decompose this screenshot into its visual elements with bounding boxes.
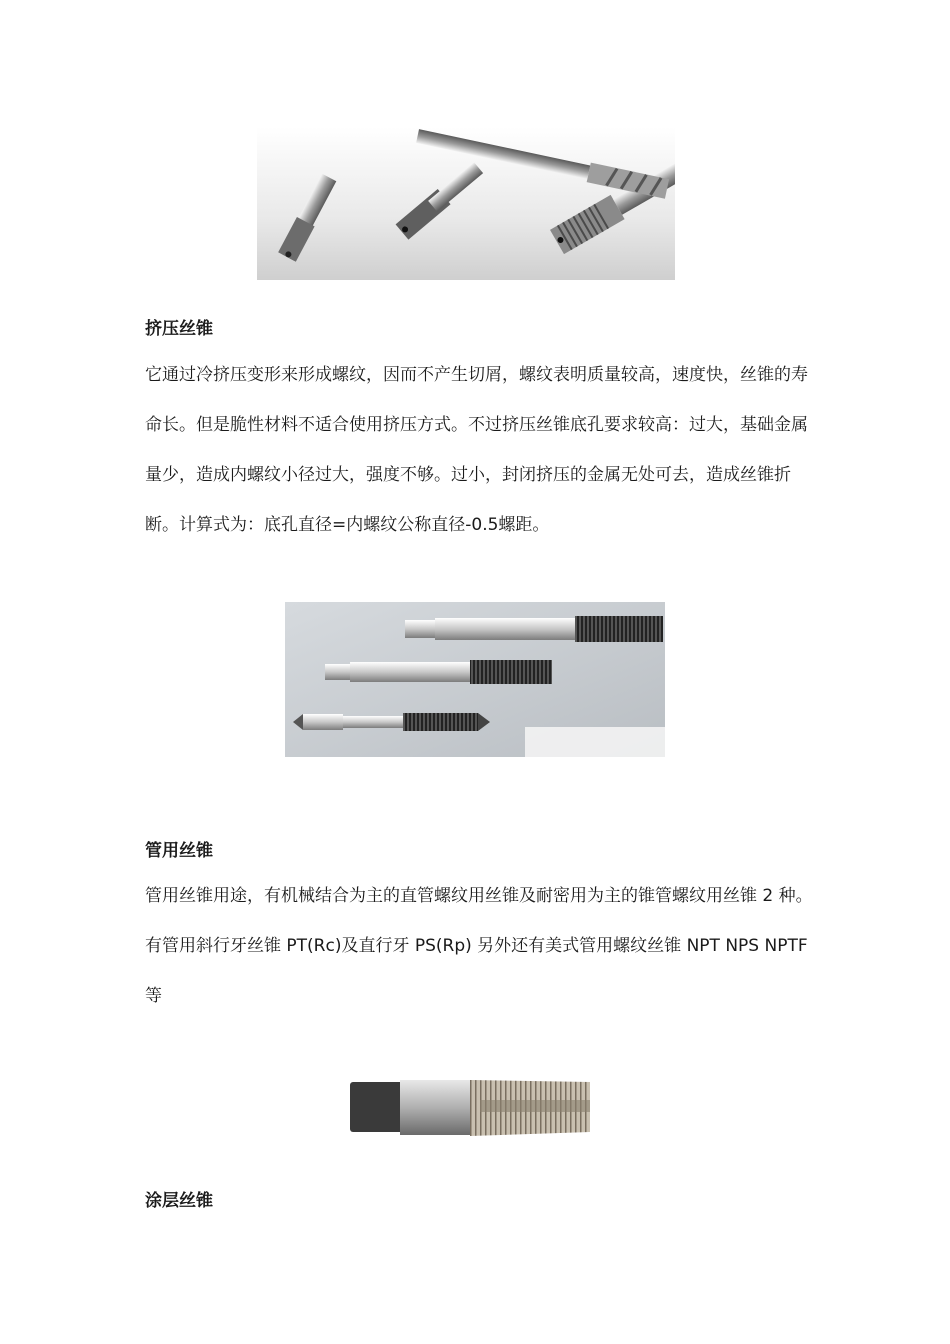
section-heading-forming-tap: 挤压丝锥 <box>145 319 213 339</box>
section-heading-pipe-tap: 管用丝锥 <box>145 841 213 861</box>
photo-pipe-tap <box>345 1070 605 1145</box>
photo-forming-taps <box>257 127 675 280</box>
section-paragraph-pipe-tap: 管用丝锥用途，有机械结合为主的直管螺纹用丝锥及耐密用为主的锥管螺纹用丝锥 2 种。有管用斜行牙丝锥 PT(Rc)及直行牙 PS(Rp) 另外还有美式管用螺纹丝锥 NPT NPS NPTF 等 <box>145 886 813 1006</box>
section-heading-coated-tap: 涂层丝锥 <box>145 1191 213 1211</box>
section-paragraph-forming-tap: 它通过冷挤压变形来形成螺纹，因而不产生切屑，螺纹表明质量较高，速度快，丝锥的寿命长。但是脆性材料不适合使用挤压方式。不过挤压丝锥底孔要求较高：过大，基础金属量少，造成内螺纹小径过大，强度不够。过小，封闭挤压的金属无处可去，造成丝锥折断。计算式为：底孔直径=内螺纹公称直径-0.5螺距。 <box>145 365 808 535</box>
photo-three-taps <box>285 602 665 757</box>
